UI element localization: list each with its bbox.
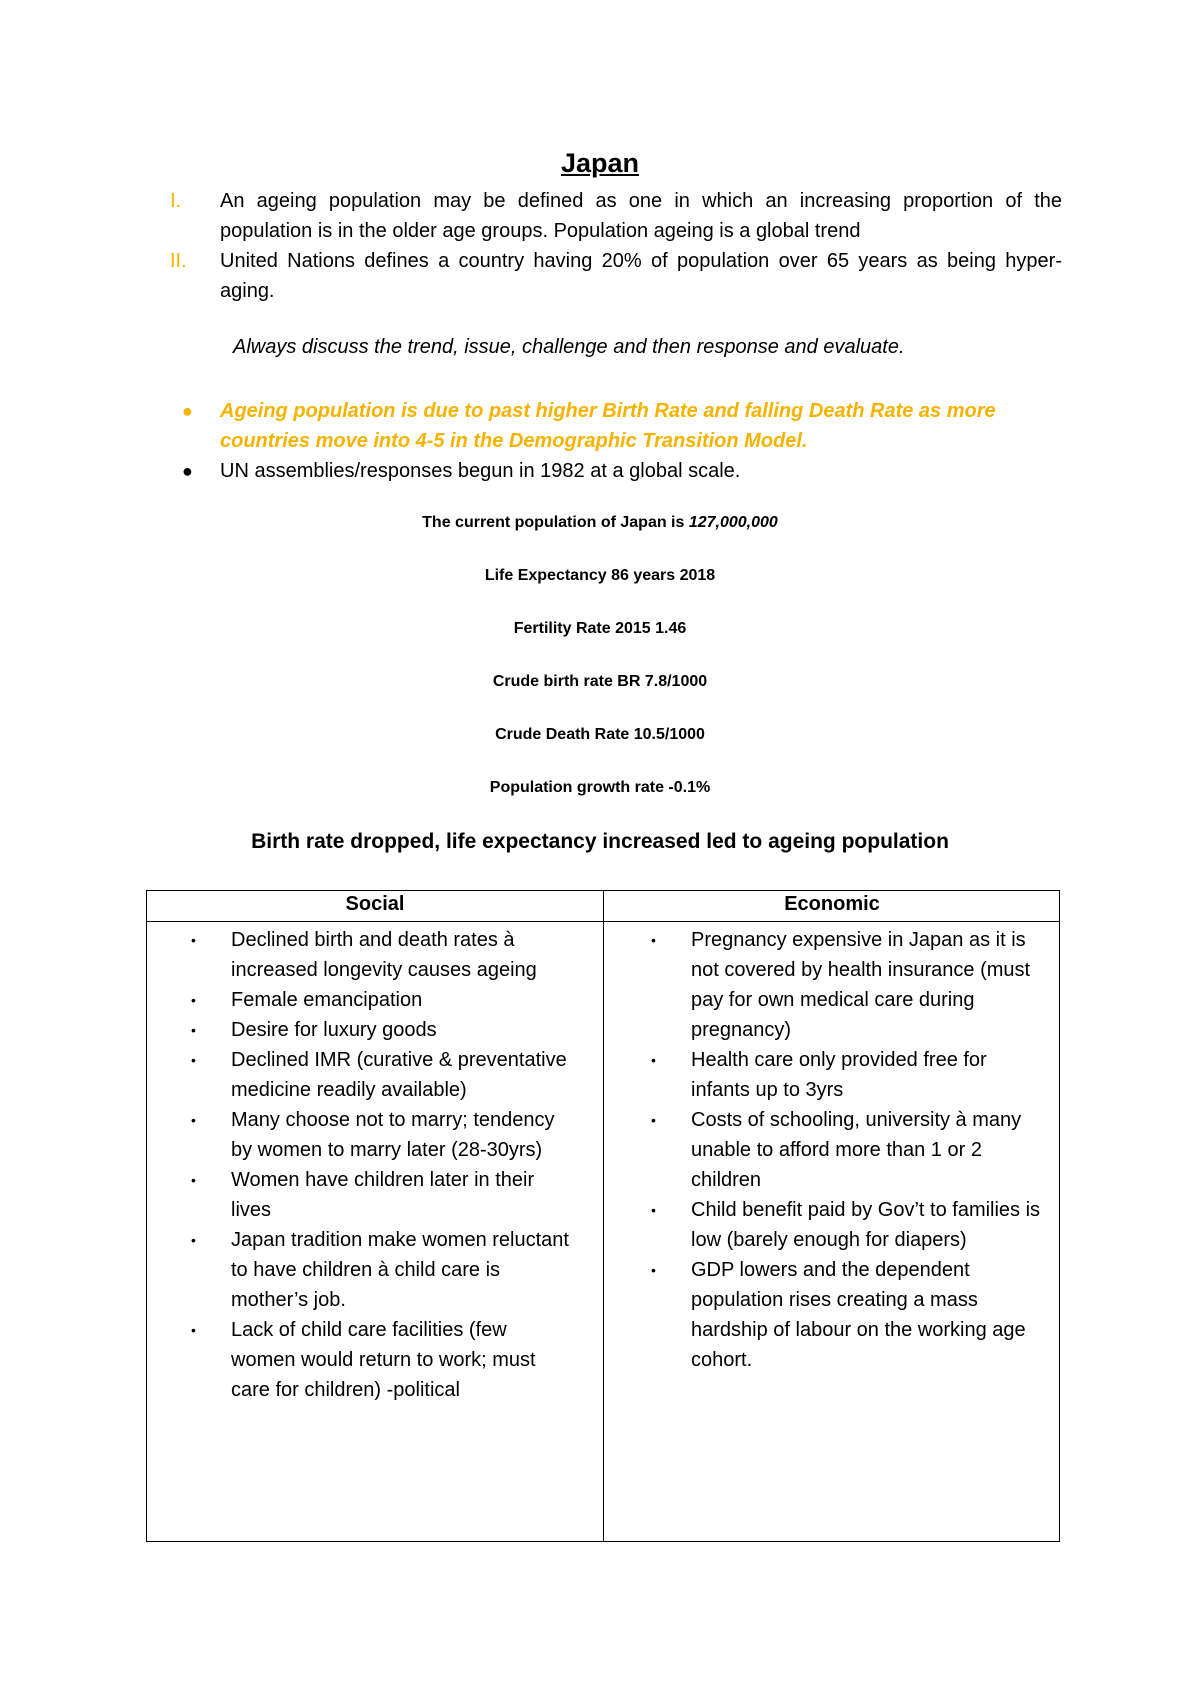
bullet-icon: • — [651, 932, 656, 948]
definition-item — [170, 186, 1062, 246]
bullet-icon: • — [651, 1052, 656, 1068]
economic-header: Economic — [784, 893, 880, 915]
key-point-text: UN assemblies/responses begun in 1982 at a global scale. — [220, 460, 741, 482]
key-points-list — [182, 396, 1062, 486]
list-item-text: Health care only provided free for infants up to 3yrs — [691, 1049, 987, 1101]
list-item-text: Desire for luxury goods — [231, 1019, 437, 1041]
list-item — [191, 1225, 571, 1315]
bullet-icon: ● — [182, 461, 193, 481]
bullet-icon: ● — [182, 401, 193, 421]
list-item-text: Female emancipation — [231, 989, 423, 1011]
economic-list — [651, 925, 1041, 1375]
column-divider — [603, 891, 604, 1541]
definition-text: An ageing population may be defined as one in which an increasing proportion of the population is in the older age groups. Population ageing is a global trend — [220, 190, 1062, 242]
list-item-text: Declined birth and death rates à increased longevity causes ageing — [231, 929, 537, 981]
list-item-text: Child benefit paid by Gov’t to families is low (barely enough for diapers) — [691, 1199, 1041, 1251]
bullet-icon: • — [191, 1022, 196, 1038]
key-point — [182, 396, 1062, 456]
stat-birth-rate: Crude birth rate BR 7.8/1000 — [492, 673, 708, 690]
stat-life-expectancy: Life Expectancy 86 years 2018 — [484, 567, 716, 584]
section-heading: Birth rate dropped, life expectancy increased led to ageing population — [251, 830, 949, 853]
list-item — [191, 925, 571, 985]
stat-death-rate: Crude Death Rate 10.5/1000 — [495, 726, 705, 743]
definition-item — [170, 246, 1062, 306]
list-item-text: Japan tradition make women reluctant to have children à child care is mother’s job. — [231, 1229, 569, 1311]
bullet-icon: • — [191, 1052, 196, 1068]
bullet-icon: • — [651, 1112, 656, 1128]
list-item-text: Declined IMR (curative & preventative medicine readily available) — [231, 1049, 567, 1101]
stat-population-label: The current population of Japan is — [422, 514, 689, 531]
list-item-text: Women have children later in their lives — [231, 1169, 535, 1221]
bullet-icon: • — [651, 1202, 656, 1218]
bullet-icon: • — [191, 932, 196, 948]
causes-table — [146, 890, 1060, 1542]
list-item — [651, 925, 1041, 1045]
bullet-icon: • — [191, 1112, 196, 1128]
bullet-icon: • — [191, 1172, 196, 1188]
list-item — [651, 1105, 1041, 1195]
list-item — [191, 1315, 571, 1405]
stat-population-value: 127,000,000 — [688, 514, 778, 531]
definition-text: United Nations defines a country having 20% of population over 65 years as being hyper-aging. — [220, 250, 1062, 302]
stat-growth-rate: Population growth rate -0.1% — [489, 779, 711, 796]
list-item — [191, 1165, 571, 1225]
stat-fertility: Fertility Rate 2015 1.46 — [513, 620, 687, 637]
bullet-icon: • — [191, 992, 196, 1008]
header-divider — [147, 921, 1059, 922]
roman-numeral: I. — [170, 190, 182, 212]
bullet-icon: • — [651, 1262, 656, 1278]
roman-numeral: II. — [170, 250, 187, 272]
list-item-text: Many choose not to marry; tendency by women to marry later (28-30yrs) — [231, 1109, 555, 1161]
list-item — [651, 1045, 1041, 1105]
list-item — [191, 1045, 571, 1105]
list-item — [651, 1255, 1041, 1375]
list-item-text: Pregnancy expensive in Japan as it is not covered by health insurance (must pay for own medical care during pregnancy) — [691, 929, 1031, 1041]
list-item-text: Costs of schooling, university à many unable to afford more than 1 or 2 children — [691, 1109, 1022, 1191]
list-item-text: GDP lowers and the dependent population rises creating a mass hardship of labour on the working age cohort. — [691, 1259, 1026, 1371]
stat-population — [0, 514, 1200, 532]
page-title: Japan — [560, 148, 640, 178]
guidance-note: Always discuss the trend, issue, challenge and then response and evaluate. — [233, 336, 905, 358]
social-header: Social — [345, 893, 405, 915]
list-item — [191, 985, 571, 1015]
key-point — [182, 456, 1062, 486]
list-item — [191, 1015, 571, 1045]
bullet-icon: • — [191, 1232, 196, 1248]
list-item-text: Lack of child care facilities (few women would return to work; must care for children) -political — [231, 1319, 536, 1401]
bullet-icon: • — [191, 1322, 196, 1338]
list-item — [651, 1195, 1041, 1255]
definitions-list — [170, 186, 1062, 306]
list-item — [191, 1105, 571, 1165]
key-point-text: Ageing population is due to past higher Birth Rate and falling Death Rate as more countries move into 4-5 in the Demographic Transition Model. — [220, 400, 996, 452]
social-list — [191, 925, 571, 1405]
